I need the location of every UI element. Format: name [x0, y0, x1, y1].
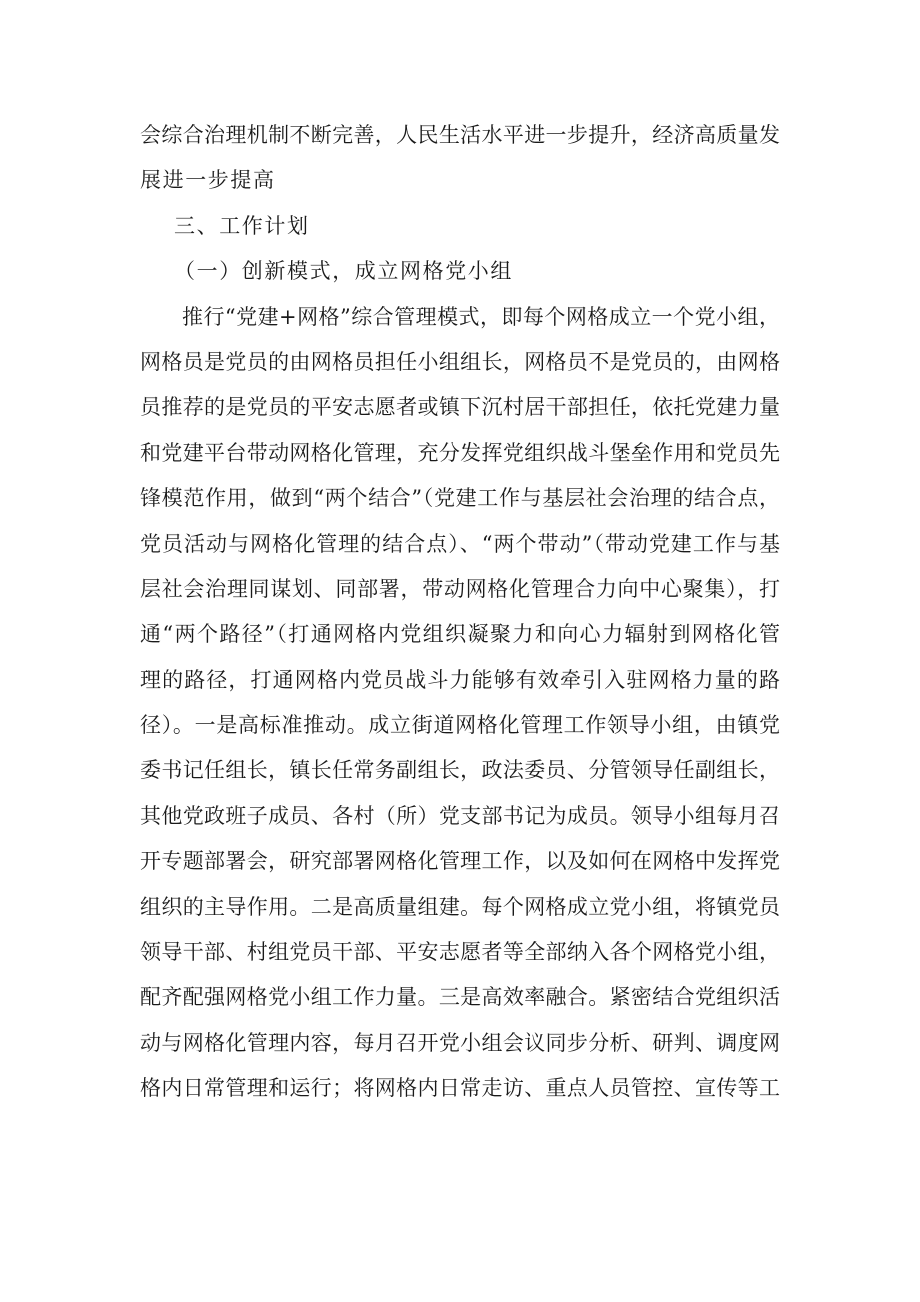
text-line: 层社会治理同谋划、同部署，带动网格化管理合力向中心聚集），打 — [140, 576, 780, 601]
text-line: 委书记任组长，镇长任常务副组长，政法委员、分管领导任副组长， — [140, 758, 780, 783]
text-line: 理的路径，打通网格内党员战斗力能够有效牵引入驻网格力量的路 — [140, 667, 780, 692]
text-line: 展进一步提高 — [140, 168, 276, 193]
subsection-heading: （一）创新模式，成立网格党小组 — [174, 259, 513, 284]
text-line: 员推荐的是党员的平安志愿者或镇下沉村居干部担任，依托党建力量 — [140, 395, 780, 420]
paragraph-first-line: 推行“党建+网格”综合管理模式，即每个网格成立一个党小组， — [182, 304, 780, 329]
text-line: 和党建平台带动网格化管理，充分发挥党组织战斗堡垒作用和党员先 — [140, 440, 780, 465]
document-body — [140, 113, 780, 1112]
text-line: 通“两个路径”（打通网格内党组织凝聚力和向心力辐射到网格化管 — [140, 622, 780, 647]
text-line: 组织的主导作用。二是高质量组建。每个网格成立党小组，将镇党员 — [140, 894, 780, 919]
text-line: 格内日常管理和运行；将网格内日常走访、重点人员管控、宣传等工 — [140, 1076, 780, 1101]
text-line: 党员活动与网格化管理的结合点）、“两个带动”（带动党建工作与基 — [140, 531, 780, 556]
text-line: 开专题部署会，研究部署网格化管理工作，以及如何在网格中发挥党 — [140, 849, 780, 874]
text-line: 网格员是党员的由网格员担任小组组长，网格员不是党员的，由网格 — [140, 349, 780, 374]
text-line: 其他党政班子成员、各村（所）党支部书记为成员。领导小组每月召 — [140, 803, 780, 828]
text-line: 锋模范作用，做到“两个结合”（党建工作与基层社会治理的结合点， — [140, 486, 780, 511]
text-line: 领导干部、村组党员干部、平安志愿者等全部纳入各个网格党小组， — [140, 940, 780, 965]
section-heading: 三、工作计划 — [174, 213, 310, 238]
text-line: 动与网格化管理内容，每月召开党小组会议同步分析、研判、调度网 — [140, 1030, 780, 1055]
text-line: 径）。一是高标准推动。成立街道网格化管理工作领导小组，由镇党 — [140, 713, 780, 738]
text-line: 配齐配强网格党小组工作力量。三是高效率融合。紧密结合党组织活 — [140, 985, 780, 1010]
text-line: 会综合治理机制不断完善，人民生活水平进一步提升，经济高质量发 — [140, 123, 780, 147]
